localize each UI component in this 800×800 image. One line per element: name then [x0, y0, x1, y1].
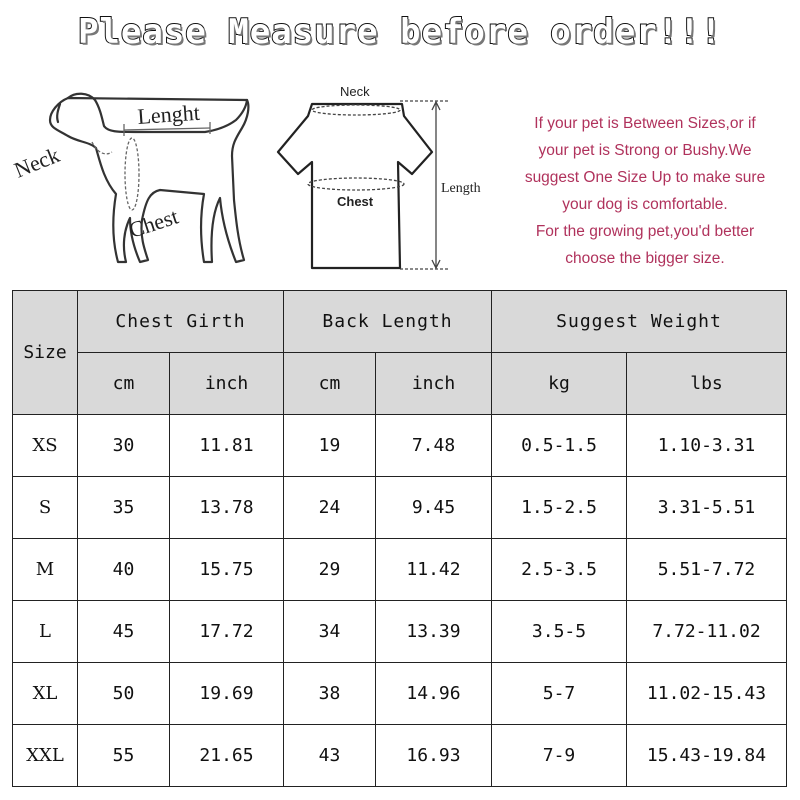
size-cell: XXL — [13, 725, 78, 787]
table-row — [13, 539, 787, 601]
note-line: your pet is Strong or Bushy.We — [538, 142, 752, 159]
note-line: suggest One Size Up to make sure — [524, 169, 766, 186]
table-cell: 17.72 — [170, 601, 284, 663]
table-cell: 19.69 — [170, 663, 284, 725]
table-cell: 13.78 — [170, 477, 284, 539]
table-cell: 45 — [78, 601, 170, 663]
table-row — [13, 725, 787, 787]
table-header-row — [13, 291, 787, 353]
table-cell: 1.10-3.31 — [627, 415, 787, 477]
page-title: Please Measure before order!!! — [77, 12, 723, 52]
table-cell: 40 — [78, 539, 170, 601]
table-cell: 50 — [78, 663, 170, 725]
table-cell: 3.5-5 — [492, 601, 627, 663]
table-cell: 35 — [78, 477, 170, 539]
table-cell: 7-9 — [492, 725, 627, 787]
table-row — [13, 663, 787, 725]
table-cell: 11.42 — [376, 539, 492, 601]
size-cell: XS — [13, 415, 78, 477]
size-chart-table — [12, 290, 787, 787]
shirt-length-label: Length — [441, 181, 481, 196]
note-line: For the growing pet,you'd better — [535, 223, 755, 240]
back-length-header: Back Length — [284, 291, 492, 353]
dog-chest-label: Chest — [125, 203, 182, 243]
table-cell: 0.5-1.5 — [492, 415, 627, 477]
dog-neck-label: Neck — [10, 142, 63, 183]
unit-header: lbs — [627, 353, 787, 415]
table-cell: 7.72-11.02 — [627, 601, 787, 663]
size-cell: M — [13, 539, 78, 601]
table-cell: 1.5-2.5 — [492, 477, 627, 539]
suggest-weight-header: Suggest Weight — [492, 291, 787, 353]
size-column-header: Size — [13, 291, 78, 415]
table-cell: 15.43-19.84 — [627, 725, 787, 787]
table-cell: 2.5-3.5 — [492, 539, 627, 601]
unit-header: cm — [78, 353, 170, 415]
shirt-outline-icon — [278, 104, 432, 268]
table-cell: 7.48 — [376, 415, 492, 477]
table-row — [13, 477, 787, 539]
shirt-chest-label: Chest — [337, 194, 374, 209]
table-cell: 11.81 — [170, 415, 284, 477]
shirt-measure-lines — [308, 101, 450, 269]
table-cell: 24 — [284, 477, 376, 539]
shirt-neck-label: Neck — [340, 84, 370, 99]
chest-girth-header: Chest Girth — [78, 291, 284, 353]
table-row — [13, 601, 787, 663]
table-cell: 43 — [284, 725, 376, 787]
table-cell: 15.75 — [170, 539, 284, 601]
table-cell: 29 — [284, 539, 376, 601]
note-line: If your pet is Between Sizes,or if — [534, 115, 756, 132]
table-cell: 5-7 — [492, 663, 627, 725]
note-line: your dog is comfortable. — [562, 196, 728, 213]
table-cell: 5.51-7.72 — [627, 539, 787, 601]
unit-header: inch — [376, 353, 492, 415]
size-cell: S — [13, 477, 78, 539]
unit-header: kg — [492, 353, 627, 415]
table-unit-row — [13, 353, 787, 415]
table-cell: 3.31-5.51 — [627, 477, 787, 539]
table-cell: 34 — [284, 601, 376, 663]
note-line: choose the bigger size. — [565, 250, 725, 267]
table-cell: 55 — [78, 725, 170, 787]
table-cell: 16.93 — [376, 725, 492, 787]
table-cell: 13.39 — [376, 601, 492, 663]
size-cell: L — [13, 601, 78, 663]
table-row — [13, 415, 787, 477]
dog-length-label: Lenght — [136, 99, 201, 129]
table-cell: 30 — [78, 415, 170, 477]
table-cell: 19 — [284, 415, 376, 477]
unit-header: inch — [170, 353, 284, 415]
table-cell: 14.96 — [376, 663, 492, 725]
table-cell: 11.02-15.43 — [627, 663, 787, 725]
table-cell: 21.65 — [170, 725, 284, 787]
size-cell: XL — [13, 663, 78, 725]
unit-header: cm — [284, 353, 376, 415]
table-cell: 9.45 — [376, 477, 492, 539]
table-cell: 38 — [284, 663, 376, 725]
sizing-advice-note — [500, 110, 790, 272]
